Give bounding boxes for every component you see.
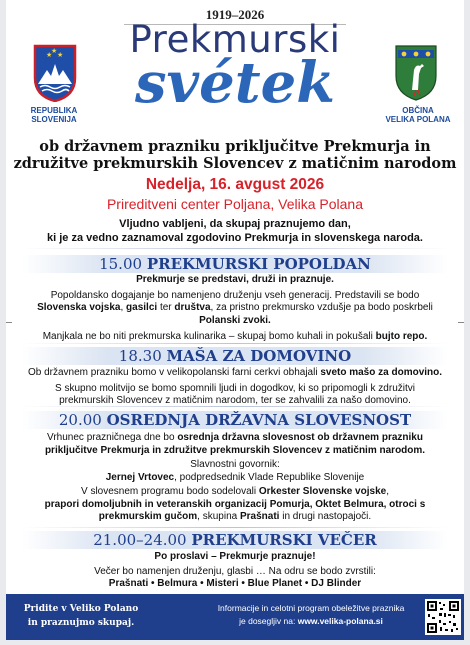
section-lead: Prekmurje se predstavi, druži in praznuje. [136, 274, 334, 285]
text-line [16, 432, 454, 445]
text-fragment: Vrhunec prazničnega dne bo [47, 432, 178, 443]
caption-velika-polana: VELIKA POLANA [385, 115, 451, 124]
section-title: PREKMURSKI POPOLDAN [146, 255, 371, 273]
website-link[interactable]: www.velika-polana.si [297, 616, 383, 626]
qr-code-icon[interactable] [425, 599, 461, 635]
text-fragment: V slovesnem programu bodo sodelovali [81, 486, 259, 497]
intro-line-1: Vljudno vabljeni, da skupaj praznujemo dan, [119, 218, 351, 230]
highlight: Polanski zvoki. [199, 314, 271, 326]
caption-republika: REPUBLIKA [30, 106, 78, 115]
subtitle-line-1: ob državnem prazniku priključitve Prekmurja in [39, 138, 431, 155]
text-fragment: in drugi nastopajoči. [279, 511, 372, 522]
text-fragment: , za pristno prekmursko vzdušje pa bodo poskrbeli [210, 302, 433, 313]
caption-obcina: OBČINA [402, 106, 434, 115]
text-line: Večer bo namenjen druženju, glasbi … Na odru se bodo zvrstili: [94, 565, 376, 577]
svg-text:★: ★ [46, 51, 53, 59]
highlight: Prašnati [239, 511, 280, 522]
performers-list: Prašnati • Belmura • Misteri • Blue Planet • DJ Blinder [108, 578, 362, 589]
section-banner-masa [22, 347, 448, 365]
section-lead: Po proslavi – Prekmurje praznuje! [154, 551, 316, 562]
text-line: S skupno molitvijo se bomo spomnili ljudi in dogodkov, ki so pripomogli k združitvi [55, 382, 415, 394]
crop-mark [458, 322, 464, 323]
section-time: 20.00 [58, 411, 102, 429]
text-fragment: , skupina [197, 511, 240, 522]
emblem-caption-right [376, 106, 460, 124]
section-time: 18.30 [118, 347, 162, 365]
section-banner-slovesnost [22, 411, 448, 429]
years-heading: 1919–2026 [205, 7, 265, 22]
section-body-slovesnost [16, 432, 454, 524]
divider [22, 343, 448, 344]
section-body-masa [16, 367, 454, 408]
divider [22, 248, 448, 249]
highlight: prekmurskim gučom [98, 511, 198, 522]
text-line [16, 511, 454, 524]
divider [22, 406, 448, 407]
highlight: osrednja državna slovesnost ob državnem prazniku [177, 432, 423, 443]
section-title: MAŠA ZA DOMOVINO [166, 347, 352, 365]
caption-slovenija: SLOVENIJA [31, 115, 77, 124]
crop-mark [6, 322, 12, 323]
intro-text [6, 217, 464, 245]
section-banner-popoldan [22, 255, 448, 273]
footer-invite [6, 602, 156, 630]
text-line [16, 472, 454, 485]
title-svetek: svétek [135, 50, 335, 116]
text-line: prekmurskih Slovencev z matičnim narodom, ter se zahvalili za našo domovino. [59, 395, 411, 406]
subtitle-line-2: združitve prekmurskih Slovencev z matičnim narodom [13, 155, 457, 172]
footer-invite-line-1: Pridite v Veliko Polano [23, 604, 139, 614]
highlight: Orkester Slovenske vojske [258, 486, 387, 497]
text-line: Slavnostni govornik: [190, 459, 280, 470]
poster [6, 0, 464, 640]
section-body-vecer [16, 551, 454, 591]
speaker-name: Jernej Vrtovec [105, 471, 175, 483]
section-title: OSREDNJA DRŽAVNA SLOVESNOST [106, 411, 412, 429]
footer-info [201, 602, 421, 628]
section-title: PREKMURSKI VEČER [191, 531, 377, 549]
text-fragment: , [120, 302, 127, 313]
text-fragment: , podpredsednik Vlade Republike Slovenije [174, 471, 365, 483]
text-line [16, 367, 454, 380]
text-fragment: Manjkala ne bo niti prekmurska kulinarika – skupaj bomo kuhali in pokušali [42, 331, 376, 342]
section-banner-vecer [22, 531, 448, 549]
text-line: Popoldansko dogajanje bo namenjeno druženju vseh generacij. Predstavili se bodo [50, 289, 420, 301]
footer-invite-line-2: in praznujmo skupaj. [27, 618, 135, 628]
svg-text:★: ★ [57, 51, 64, 59]
text-fragment: , [386, 486, 389, 497]
subtitle [6, 138, 464, 172]
emblem-caption-left [14, 106, 94, 124]
text-line [16, 486, 454, 499]
highlight: Slovenska vojska [37, 302, 121, 313]
svg-text:★: ★ [51, 47, 58, 55]
event-venue: Prireditveni center Poljana, Velika Polana [106, 196, 364, 212]
highlight: bujto repo. [375, 331, 428, 342]
highlight: društva [174, 302, 211, 313]
text-line [16, 331, 454, 344]
highlight: prapori domoljubnih in veteranskih organizacij Pomurja, Oktet Belmura, otroci s [44, 498, 426, 510]
highlight: gasilci [126, 302, 158, 313]
velika-polana-coat-of-arms-icon [394, 44, 438, 102]
footer-info-line-2 [201, 615, 421, 628]
title-prekmurski: Prekmurski [129, 18, 341, 61]
footer-bar [6, 594, 464, 640]
divider [22, 527, 448, 528]
highlight: sveto mašo za domovino. [320, 367, 443, 378]
highlight: priključitve Prekmurja in združitve prekmurskih Slovencev z matičnim narodom. [44, 444, 426, 456]
section-body-popoldan [16, 274, 454, 344]
event-date: Nedelja, 16. avgust 2026 [145, 176, 325, 193]
slovenia-coat-of-arms-icon [32, 44, 78, 102]
section-time: 21.00–24.00 [93, 531, 187, 549]
text-fragment: ter [157, 302, 175, 313]
text-fragment: Ob državnem prazniku bomo v velikopolanski farni cerkvi obhajali [27, 367, 321, 378]
intro-line-2: ki je za vedno zaznamoval zgodovino Prekmurja in slovenskega naroda. [47, 232, 423, 244]
section-time: 15.00 [99, 255, 143, 273]
footer-info-line-1: Informacije in celotni program obeležitve praznika [217, 603, 405, 613]
text-line [16, 302, 454, 315]
text-fragment: je dosegljiv na: [239, 616, 298, 626]
